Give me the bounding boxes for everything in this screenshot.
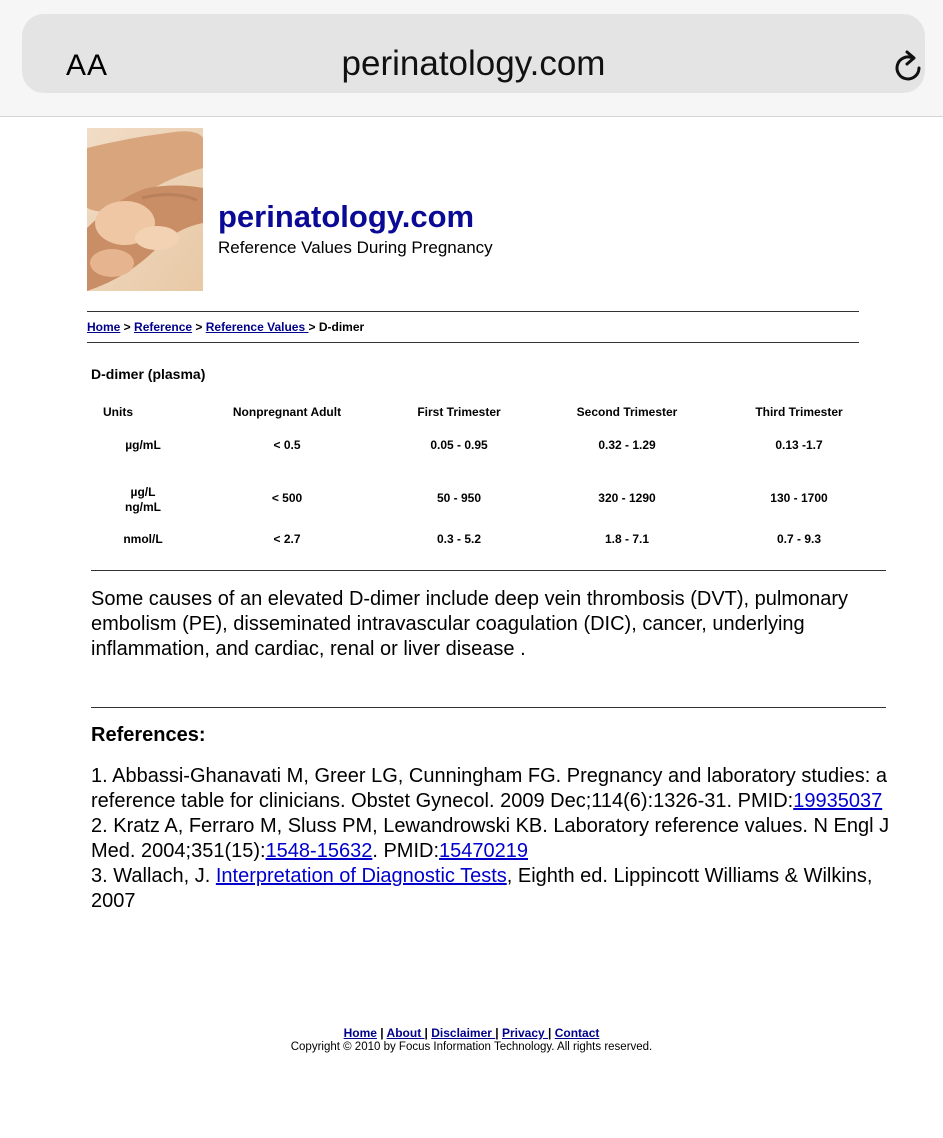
footer-about-link[interactable]: About xyxy=(386,1026,425,1040)
description-paragraph: Some causes of an elevated D-dimer include deep vein thrombosis (DVT), pulmonary embolism (PE), disseminated intravascular coagulation (DIC), cancer, underlying inflammation, and cardiac, renal or liver disease . xyxy=(91,588,849,660)
second-trimester-cell: 320 - 1290 xyxy=(598,491,656,505)
third-trimester-cell: 130 - 1700 xyxy=(770,491,828,505)
references-title: References: xyxy=(91,724,206,746)
footer-separator: | xyxy=(548,1026,552,1040)
third-trimester-cell: 0.7 - 9.3 xyxy=(776,532,822,546)
divider xyxy=(87,342,859,343)
address-bar[interactable] xyxy=(22,14,925,93)
nonpregnant-cell: < 500 xyxy=(271,491,303,505)
divider xyxy=(91,570,886,571)
site-subtitle: Reference Values During Pregnancy xyxy=(218,238,493,257)
url-text[interactable]: perinatology.com xyxy=(341,44,606,83)
divider xyxy=(91,707,886,708)
footer-links xyxy=(0,1026,943,1040)
reference-text: . PMID: xyxy=(372,840,440,862)
reference-item xyxy=(91,814,891,864)
book-link[interactable]: Interpretation of Diagnostic Tests xyxy=(215,865,507,887)
footer-separator: | xyxy=(495,1026,499,1040)
breadcrumb-separator: > xyxy=(192,320,206,334)
first-trimester-cell: 0.3 - 5.2 xyxy=(436,532,482,546)
reference-text: 1. Abbassi-Ghanavati M, Greer LG, Cunningham FG. Pregnancy and laboratory studies: a reference table for clinicians. Obstet Gynecol. 2009 Dec;114(6):1326-31. PMID: xyxy=(91,765,887,812)
site-title: perinatology.com xyxy=(218,199,475,234)
third-trimester-cell: 0.13 -1.7 xyxy=(775,438,823,452)
breadcrumb-home-link[interactable]: Home xyxy=(87,320,121,334)
section-title: D-dimer (plasma) xyxy=(91,366,206,382)
unit-cell-alt: ng/mL xyxy=(125,500,161,514)
divider xyxy=(87,311,859,312)
reference-text: , Eighth ed. Lippincott Williams & Wilkins, 2007 xyxy=(91,865,873,912)
col-header-second-trimester: Second Trimester xyxy=(576,405,678,419)
pages-link[interactable]: 1548-15632 xyxy=(265,840,373,862)
browser-toolbar xyxy=(0,0,943,117)
footer-privacy-link[interactable]: Privacy xyxy=(501,1026,549,1040)
references-list xyxy=(91,764,891,914)
nonpregnant-cell: < 0.5 xyxy=(273,438,301,452)
reference-item xyxy=(91,864,891,914)
text-size-label: AA xyxy=(66,49,109,82)
breadcrumb-reference-link[interactable]: Reference xyxy=(134,320,193,334)
col-header-third-trimester: Third Trimester xyxy=(755,405,843,419)
breadcrumb-reference-values-link[interactable]: Reference Values xyxy=(205,320,309,334)
breadcrumb-current: > D-dimer xyxy=(308,320,365,334)
footer-separator: | xyxy=(424,1026,428,1040)
unit-cell: nmol/L xyxy=(123,532,163,546)
col-header-nonpregnant: Nonpregnant Adult xyxy=(232,405,342,419)
footer-separator: | xyxy=(380,1026,384,1040)
footer-disclaimer-link[interactable]: Disclaimer xyxy=(431,1026,496,1040)
first-trimester-cell: 50 - 950 xyxy=(436,491,482,505)
nonpregnant-cell: < 2.7 xyxy=(273,532,301,546)
footer xyxy=(0,1026,943,1053)
second-trimester-cell: 1.8 - 7.1 xyxy=(604,532,650,546)
reference-text: 3. Wallach, J. xyxy=(91,865,216,887)
reference-item xyxy=(91,764,891,814)
hands-photo xyxy=(87,128,203,291)
pmid-link[interactable]: 19935037 xyxy=(793,790,883,812)
reference-text: 2. Kratz A, Ferraro M, Sluss PM, Lewandrowski KB. Laboratory reference values. N Engl J Med. 2004;351(15): xyxy=(91,815,890,862)
first-trimester-cell: 0.05 - 0.95 xyxy=(430,438,488,452)
col-header-units: Units xyxy=(103,405,133,419)
second-trimester-cell: 0.32 - 1.29 xyxy=(598,438,656,452)
reload-icon[interactable] xyxy=(886,46,930,90)
copyright: Copyright © 2010 by Focus Information Technology. All rights reserved. xyxy=(290,1041,653,1053)
breadcrumb xyxy=(87,320,364,334)
footer-home-link[interactable]: Home xyxy=(343,1026,377,1040)
breadcrumb-separator: > xyxy=(120,320,135,334)
col-header-first-trimester: First Trimester xyxy=(417,405,501,419)
footer-contact-link[interactable]: Contact xyxy=(554,1026,600,1040)
unit-cell: µg/L xyxy=(130,485,156,499)
pmid-link[interactable]: 15470219 xyxy=(439,840,528,862)
unit-cell: µg/mL xyxy=(125,438,161,452)
